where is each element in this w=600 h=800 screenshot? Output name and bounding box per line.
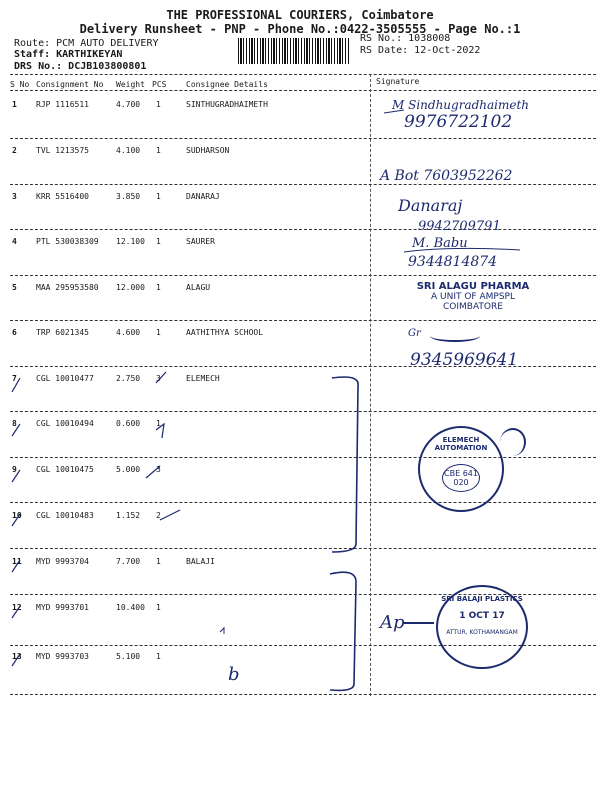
stamp-ring-text: ELEMECH AUTOMATION (434, 436, 488, 452)
row-consignee: SUDHARSON (186, 146, 230, 155)
signature-row-4-name: M. Babu (412, 236, 468, 251)
tick-mark (12, 378, 20, 392)
signature-row-1-name: M Sindhugradhaimeth (392, 98, 530, 112)
signature-scribble (404, 622, 434, 624)
row-sno: 10 (12, 511, 22, 520)
signature-row-6-phone: 9345969641 (410, 350, 519, 370)
signature-row-4-phone: 9344814874 (408, 254, 498, 270)
row-consignment: MYD 9993704 (36, 557, 89, 566)
row-sno: 7 (12, 374, 17, 383)
row-consignee: ELEMECH (186, 374, 220, 383)
row-consignee: BALAJI (186, 557, 215, 566)
row-consignee: DANARAJ (186, 192, 220, 201)
row-consignee: AATHITHYA SCHOOL (186, 328, 264, 337)
tick-mark (12, 654, 20, 666)
signature-row-1-phone: 9976722102 (404, 112, 513, 132)
rs-number: RS No.: 1038008 (360, 33, 451, 44)
row-sno: 9 (12, 465, 17, 474)
row-consignment: TRP 6021345 (36, 328, 89, 337)
pen-mark (220, 628, 224, 634)
row-sno: 11 (12, 557, 22, 566)
row-weight: 4.700 (116, 100, 141, 109)
row-sno: 8 (12, 419, 17, 428)
tick-mark (12, 470, 20, 482)
row-weight: 2.750 (116, 374, 141, 383)
stamp-ring-text: ATTUR, KOTHAMANGAM (446, 629, 518, 636)
row-pcs: 2 (156, 511, 161, 520)
row-weight: 1.152 (116, 511, 141, 520)
row-weight: 10.400 (116, 603, 145, 612)
signature-scribble (500, 428, 526, 456)
col-signature: Signature (376, 77, 420, 86)
row-consignment: CGL 10010477 (36, 374, 94, 383)
row-sno: 4 (12, 237, 17, 246)
runsheet-subtitle: Delivery Runsheet - PNP - Phone No.:0422-3505555 - Page No.:1 (79, 22, 521, 36)
row-weight: 5.000 (116, 465, 141, 474)
row-consignment: CGL 10010483 (36, 511, 94, 520)
stamp-line: SRI ALAGU PHARMA (416, 281, 530, 292)
row-pcs: 1 (156, 146, 161, 155)
row-consignee: SAURER (186, 237, 215, 246)
row-pcs: 3 (156, 374, 161, 383)
row-weight: 3.850 (116, 192, 141, 201)
row-pcs: 1 (156, 419, 161, 428)
row-consignment: CGL 10010494 (36, 419, 94, 428)
col-weight: Weight (116, 80, 145, 89)
tick-mark (156, 424, 164, 438)
tick-mark (12, 560, 20, 572)
row-pcs: 1 (156, 100, 161, 109)
row-consignment: MYD 9993703 (36, 652, 89, 661)
row-weight: 12.000 (116, 283, 145, 292)
row-weight: 4.100 (116, 146, 141, 155)
row-consignee: SINTHUGRADHAIMETH (186, 100, 268, 109)
signature-row-3-phone: 9942709791 (418, 219, 501, 234)
row-sno: 5 (12, 283, 17, 292)
row-consignment: PTL 530038309 (36, 237, 99, 246)
stamp-line: A UNIT OF AMPSPL (431, 292, 515, 302)
rs-date: RS Date: 12-Oct-2022 (360, 45, 481, 56)
stamp-center-text: CBE 641 020 (442, 464, 480, 492)
stamp-center-text: 1 OCT 17 (459, 611, 505, 621)
row-pcs: 1 (156, 652, 161, 661)
row-pcs: 1 (156, 557, 161, 566)
row-weight: 12.100 (116, 237, 145, 246)
row-sno: 1 (12, 100, 17, 109)
row-sno: 12 (12, 603, 22, 612)
drs-number: DRS No.: DCJB103800801 (14, 61, 147, 72)
staff-label: Staff: KARTHIKEYAN (14, 49, 123, 60)
tick-mark (146, 466, 160, 478)
row-consignment: TVL 1213575 (36, 146, 89, 155)
row-sno: 2 (12, 146, 17, 155)
row-weight: 7.700 (116, 557, 141, 566)
col-consignee: Consignee Details (186, 80, 268, 89)
route-label: Route: PCM AUTO DELIVERY (14, 38, 159, 49)
row-sno: 6 (12, 328, 17, 337)
col-sno: S No (10, 80, 30, 89)
runsheet-title: THE PROFESSIONAL COURIERS, Coimbatore (166, 8, 434, 22)
col-consignment: Consignment No (36, 80, 104, 89)
tick-mark (12, 514, 20, 526)
row-pcs: 1 (156, 328, 161, 337)
elemech-stamp (418, 426, 504, 512)
signature-row-12: Ap (380, 612, 405, 633)
tick-mark (12, 606, 20, 618)
stamp-line: COIMBATORE (443, 302, 503, 312)
signature-row-2: A Bot 7603952262 (380, 168, 513, 184)
row-consignee: ALAGU (186, 283, 211, 292)
tick-mark (156, 372, 166, 383)
tick-mark (160, 510, 180, 520)
stamp-ring-text: SRI BALAJI PLASTICS (441, 595, 523, 603)
row-consignment: KRR 5516400 (36, 192, 89, 201)
pharma-stamp (408, 281, 538, 312)
row-consignment: RJP 1116511 (36, 100, 89, 109)
signature-scribble (430, 330, 480, 342)
bracket-mark (332, 377, 358, 552)
row-sno: 3 (12, 192, 17, 201)
row-consignment: MYD 9993701 (36, 603, 89, 612)
row-sno: 13 (12, 652, 22, 661)
row-pcs: 3 (156, 465, 161, 474)
bracket-mark (330, 572, 356, 690)
row-pcs: 1 (156, 237, 161, 246)
row-pcs: 1 (156, 192, 161, 201)
row-consignment: MAA 295953580 (36, 283, 99, 292)
row-weight: 5.100 (116, 652, 141, 661)
col-pcs: PCS (152, 80, 167, 89)
row-weight: 4.600 (116, 328, 141, 337)
row-pcs: 1 (156, 603, 161, 612)
signature-row-6-mark: Gr (408, 328, 421, 339)
signature-row-3-name: Danaraj (398, 196, 463, 215)
row-pcs: 1 (156, 283, 161, 292)
tick-mark (12, 424, 20, 436)
row-weight: 0.600 (116, 419, 141, 428)
balaji-stamp (436, 585, 528, 669)
row-consignment: CGL 10010475 (36, 465, 94, 474)
signature-row-13: b (228, 664, 240, 685)
